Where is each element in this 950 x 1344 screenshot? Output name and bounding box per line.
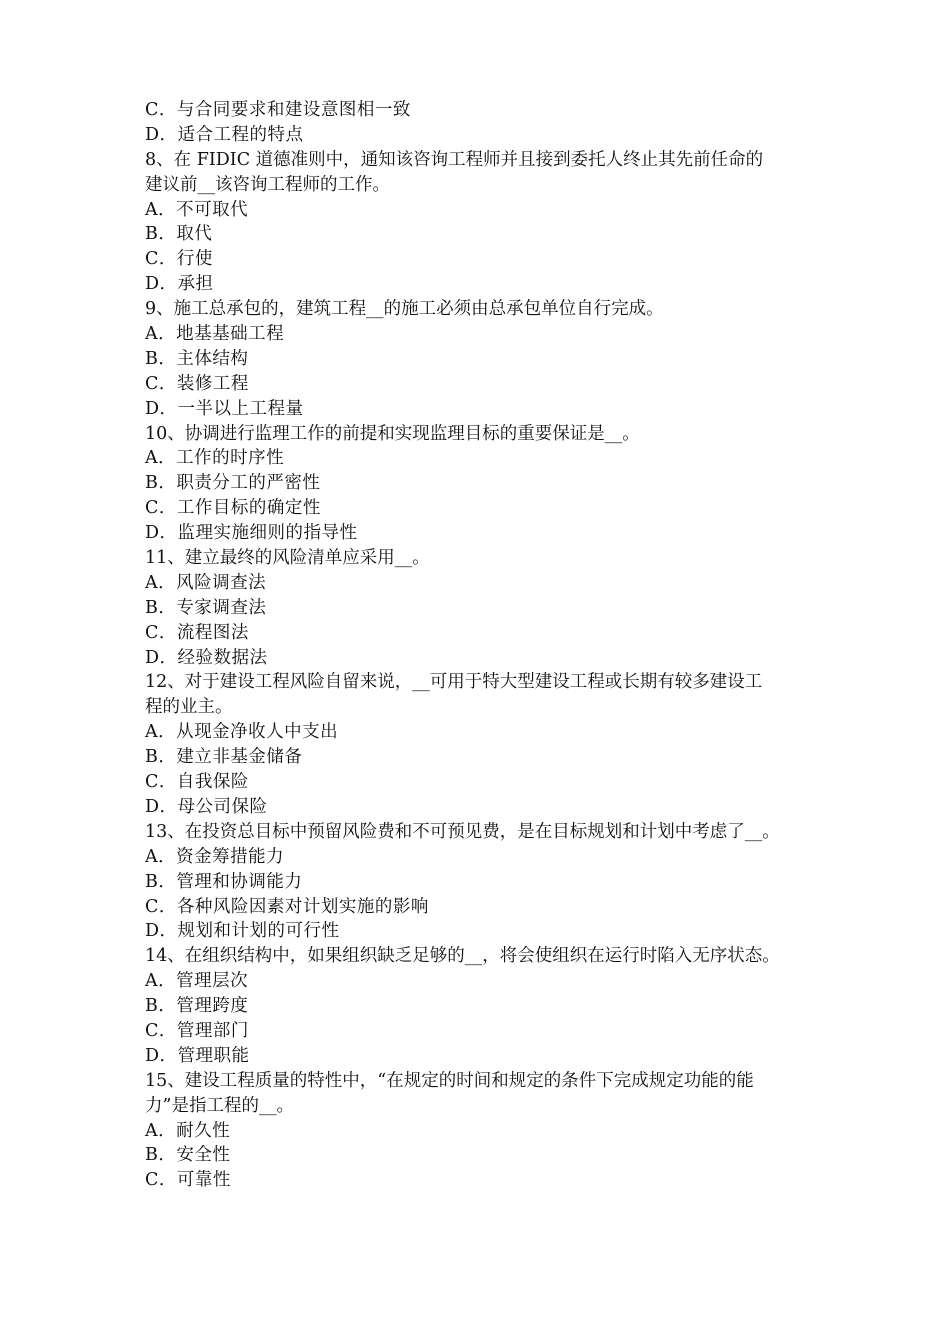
question-text-line: 12、对于建设工程风险自留来说，__可用于特大型建设工程或长期有较多建设工 bbox=[145, 672, 763, 693]
answer-option-line: B．管理跨度 bbox=[145, 996, 249, 1017]
answer-option-line: C．工作目标的确定性 bbox=[145, 498, 321, 519]
answer-option-line: B．主体结构 bbox=[145, 348, 249, 369]
answer-option-line: A．地基基础工程 bbox=[145, 324, 285, 345]
answer-option-line: C．与合同要求和建设意图相一致 bbox=[145, 100, 411, 120]
question-text-line: 15、建设工程质量的特性中，“在规定的时间和规定的条件下完成规定功能的能 bbox=[145, 1070, 754, 1091]
answer-option-line: A．风险调查法 bbox=[145, 572, 267, 593]
question-text-line: 程的业主。 bbox=[145, 697, 233, 718]
question-text-line: 力”是指工程的__。 bbox=[145, 1095, 294, 1116]
answer-option-line: C．流程图法 bbox=[145, 622, 249, 643]
answer-option-line: A．不可取代 bbox=[145, 199, 249, 220]
answer-option-line: D．母公司保险 bbox=[145, 796, 268, 817]
question-text-line: 13、在投资总目标中预留风险费和不可预见费，是在目标规划和计划中考虑了__。 bbox=[145, 821, 780, 842]
answer-option-line: D．承担 bbox=[145, 274, 214, 295]
question-text-line: 11、建立最终的风险清单应采用__。 bbox=[145, 548, 430, 569]
answer-option-line: C．行使 bbox=[145, 249, 213, 270]
answer-option-line: C．各种风险因素对计划实施的影响 bbox=[145, 896, 429, 917]
answer-option-line: D．一半以上工程量 bbox=[145, 398, 304, 419]
answer-option-line: B．建立非基金储备 bbox=[145, 747, 303, 768]
document-body bbox=[145, 98, 810, 1193]
answer-option-line: A．管理层次 bbox=[145, 971, 249, 992]
answer-option-line: B．取代 bbox=[145, 224, 213, 245]
answer-option-line: D．监理实施细则的指导性 bbox=[145, 523, 358, 544]
answer-option-line: B．职责分工的严密性 bbox=[145, 473, 321, 494]
answer-option-line: A．资金筹措能力 bbox=[145, 846, 285, 867]
answer-option-line: B．专家调查法 bbox=[145, 597, 267, 618]
answer-option-line: C．自我保险 bbox=[145, 772, 249, 793]
answer-option-line: D．经验数据法 bbox=[145, 647, 268, 668]
answer-option-line: D．规划和计划的可行性 bbox=[145, 921, 340, 942]
answer-option-line: C．可靠性 bbox=[145, 1170, 231, 1191]
question-text-line: 10、协调进行监理工作的前提和实现监理目标的重要保证是__。 bbox=[145, 423, 640, 444]
question-text-line: 14、在组织结构中，如果组织缺乏足够的__，将会使组织在运行时陷入无序状态。 bbox=[145, 946, 780, 967]
answer-option-line: D．适合工程的特点 bbox=[145, 124, 304, 145]
question-text-line: 建议前__该咨询工程师的工作。 bbox=[145, 174, 390, 195]
answer-option-line: C．管理部门 bbox=[145, 1020, 249, 1041]
answer-option-line: D．管理职能 bbox=[145, 1045, 250, 1066]
answer-option-line: A．工作的时序性 bbox=[145, 448, 285, 469]
answer-option-line: B．管理和协调能力 bbox=[145, 871, 303, 892]
answer-option-line: B．安全性 bbox=[145, 1145, 231, 1166]
answer-option-line: C．装修工程 bbox=[145, 373, 249, 394]
answer-option-line: A．耐久性 bbox=[145, 1120, 231, 1141]
question-text-line: 9、施工总承包的，建筑工程__的施工必须由总承包单位自行完成。 bbox=[145, 299, 664, 320]
question-text-line: 8、在 FIDIC 道德准则中，通知该咨询工程师并且接到委托人终止其先前任命的 bbox=[145, 149, 764, 170]
answer-option-line: A．从现金净收人中支出 bbox=[145, 722, 339, 743]
